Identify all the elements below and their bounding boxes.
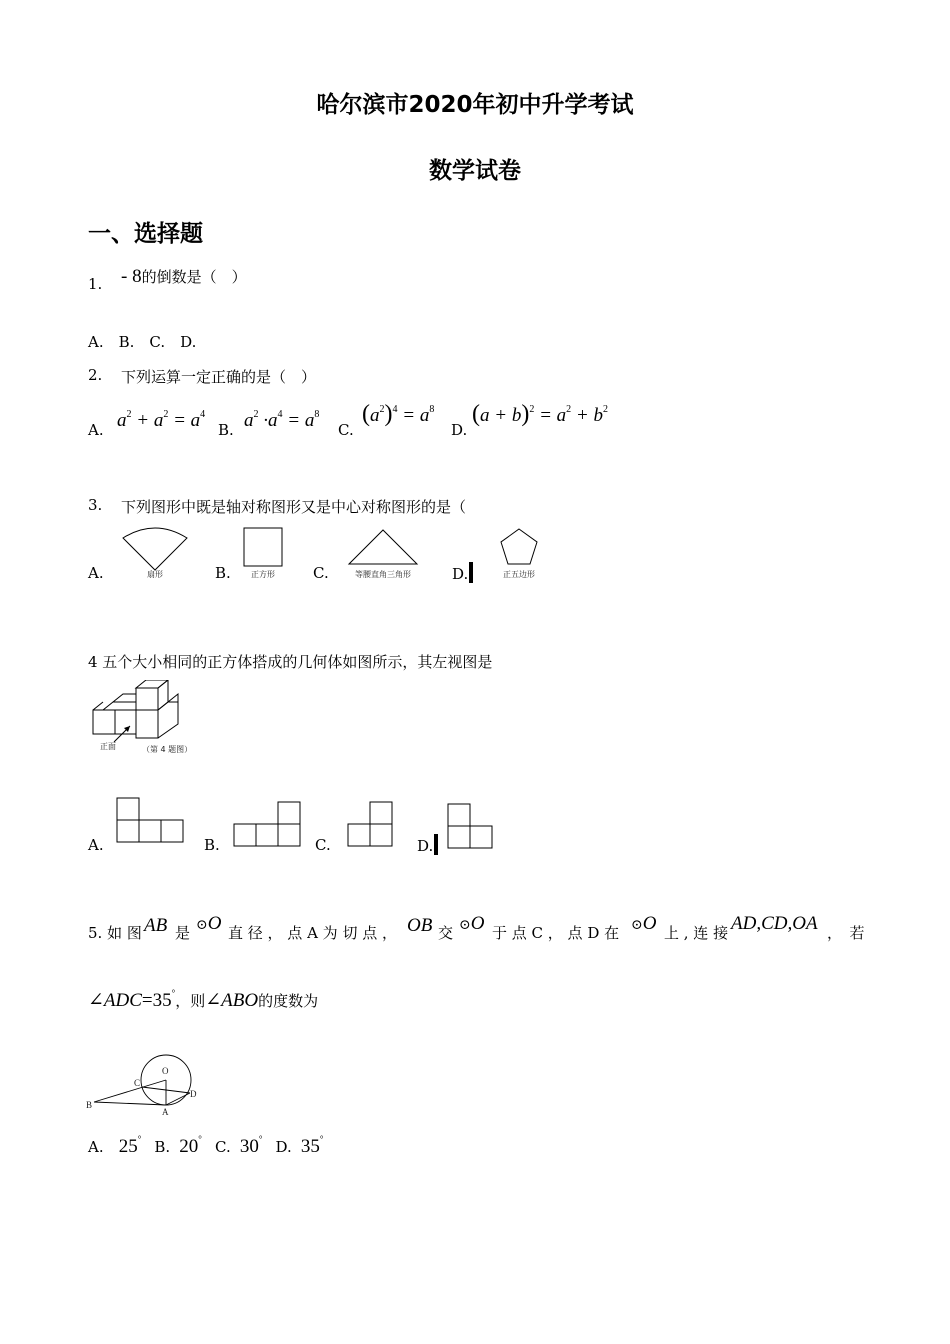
q1-value: - 8 <box>121 266 142 287</box>
q4-label-b: B. <box>204 836 220 854</box>
q5-text-diameter: 直 径 ， 点 A 为 切 点 ， <box>228 924 397 942</box>
q2-option-c-formula: $(a^2)^4 = a^8$ <box>362 401 435 427</box>
q5-ab: AB <box>144 915 168 936</box>
label-a: A <box>162 1107 169 1117</box>
q4-option-a-figure <box>115 796 185 846</box>
q2-number: 2. <box>88 366 103 384</box>
q5-label-b: B. <box>154 1138 171 1156</box>
q2-label-a: A. <box>88 421 104 439</box>
q5-angle-abo: ∠ABO <box>205 990 259 1011</box>
section-heading: 一、选择题 <box>88 221 203 247</box>
q1-stem <box>121 266 247 288</box>
triangle-caption: 等腰直角三角形 <box>355 570 411 579</box>
cursor-bar-icon <box>434 834 438 855</box>
q5-condition-line <box>88 988 318 1012</box>
q4-label-c: C. <box>315 836 331 854</box>
label-c: C <box>134 1078 141 1088</box>
q5-prefix: 5. 如 图 <box>88 924 142 942</box>
label-o: O <box>162 1066 169 1076</box>
q3-label-c: C. <box>313 564 329 582</box>
q5-then: ，则 <box>175 992 206 1010</box>
q5-circle-o-1: ⊙O <box>196 913 222 934</box>
degree-symbol: ° <box>198 1134 202 1144</box>
q5-point-c: 于 点 C ， 点 D 在 <box>492 924 620 942</box>
front-label: 正面 <box>100 742 116 751</box>
q2-option-b-formula: $a^2 \cdot a^4 = a^8$ <box>244 409 320 431</box>
q5-intersect: 交 <box>438 924 454 942</box>
q2-option-a-formula: $a^2 + a^2 = a^4$ <box>117 409 206 431</box>
circle-dot-symbol: ⊙ <box>196 918 208 933</box>
degree-symbol: ° <box>258 1134 263 1144</box>
cursor-bar-icon <box>469 562 473 583</box>
q2-label-d: D. <box>451 421 468 439</box>
q1-options: A. B. C. D. <box>88 333 197 351</box>
q4-label-d: D. <box>417 837 434 855</box>
q4-figure-caption: （第 4 题图） <box>142 745 193 754</box>
page-title: 哈尔滨市2020年初中升学考试 <box>316 92 634 118</box>
cube-stack-figure <box>88 680 198 758</box>
q3-text: 下列图形中既是轴对称图形又是中心对称图形的是（ <box>121 498 467 516</box>
q5-circle-o-2: ⊙O <box>459 913 485 934</box>
q4-text: 4 五个大小相同的正方体搭成的几何体如图所示，其左视图是 <box>88 653 493 671</box>
q5-value-c: 30 <box>239 1136 259 1157</box>
q4-option-b-figure <box>232 800 302 848</box>
square-figure <box>238 524 288 584</box>
sector-caption: 扇形 <box>147 570 163 579</box>
circle-tangent-figure <box>86 1045 201 1117</box>
q1-number: 1. <box>88 275 103 293</box>
isosceles-right-triangle-figure <box>343 524 423 584</box>
q3-label-b: B. <box>215 564 231 582</box>
q5-measure: 的度数为 <box>258 992 319 1010</box>
label-d: D <box>190 1089 197 1099</box>
q5-options <box>88 1134 323 1158</box>
q5-is: 是 <box>175 924 191 942</box>
q2-option-d-formula: $(a + b)^2 = a^2 + b^2$ <box>472 401 608 427</box>
q5-ob: OB <box>407 915 433 936</box>
q5-value-b: 20 <box>179 1136 199 1157</box>
q2-text: 下列运算一定正确的是（ ） <box>121 368 317 386</box>
q3-option-d <box>452 562 473 583</box>
q5-circle-o-3: ⊙O <box>631 913 657 934</box>
q4-option-d-figure <box>446 802 496 850</box>
q4-option-d <box>417 834 438 855</box>
square-caption: 正方形 <box>251 570 275 579</box>
sector-figure <box>118 524 193 584</box>
q5-equals-35: =35 <box>141 990 172 1011</box>
q5-value-a: 25 <box>118 1136 138 1157</box>
degree-symbol: ° <box>171 988 176 998</box>
q5-label-c: C. <box>215 1138 231 1156</box>
q1-text: 的倒数是（ ） <box>141 268 247 286</box>
page-subtitle: 数学试卷 <box>429 158 521 184</box>
q2-label-c: C. <box>338 421 354 439</box>
q5-connect: 上 , 连 接 <box>664 924 729 942</box>
q5-value-d: 35 <box>300 1136 320 1157</box>
q3-label-d: D. <box>452 565 469 583</box>
degree-symbol: ° <box>319 1134 324 1144</box>
q3-label-a: A. <box>88 564 104 582</box>
q5-segments: AD,CD,OA <box>731 913 818 934</box>
q5-if: ， 若 <box>827 924 865 942</box>
pentagon-figure <box>492 524 547 584</box>
degree-symbol: ° <box>137 1134 142 1144</box>
q5-label-d: D. <box>275 1138 292 1156</box>
label-b: B <box>86 1100 93 1110</box>
q4-option-c-figure <box>346 800 396 848</box>
q3-number: 3. <box>88 496 103 514</box>
q5-label-a: A. <box>88 1138 104 1156</box>
pentagon-caption: 正五边形 <box>503 570 535 579</box>
q4-label-a: A. <box>88 836 104 854</box>
q2-label-b: B. <box>218 421 234 439</box>
q5-angle-adc: ∠ADC <box>88 990 142 1011</box>
